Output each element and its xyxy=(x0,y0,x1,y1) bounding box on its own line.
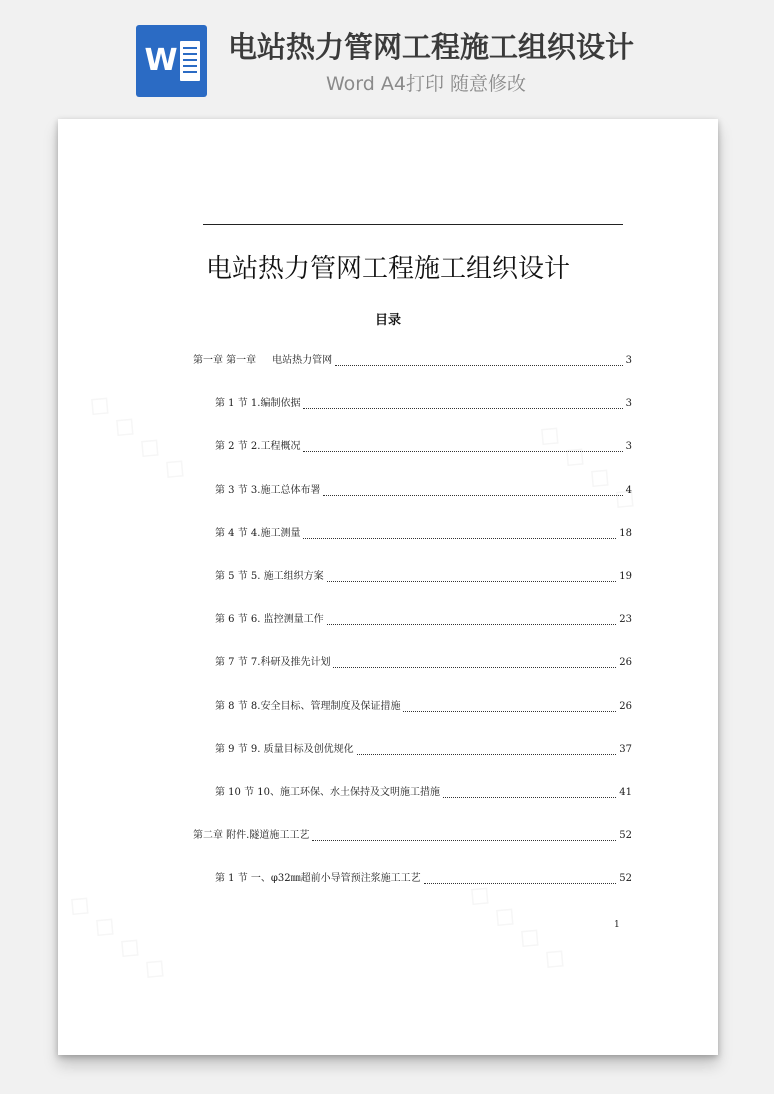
toc-dot-leader xyxy=(443,796,616,798)
toc-entry-page: 3 xyxy=(625,398,632,410)
toc-entry-page: 4 xyxy=(625,484,632,496)
toc-heading: 目录 xyxy=(374,313,401,328)
toc-entry-page: 19 xyxy=(619,571,632,582)
toc-entry[interactable] xyxy=(215,526,632,542)
toc-dot-leader xyxy=(303,537,616,539)
toc-dot-leader xyxy=(333,666,616,668)
word-document-icon xyxy=(136,25,207,97)
toc-dot-leader xyxy=(303,450,622,452)
toc-entry[interactable] xyxy=(215,483,632,499)
toc-entry-page: 52 xyxy=(619,873,632,885)
preview-subtitle: Word A4打印 随意修改 xyxy=(326,73,527,95)
toc-entry[interactable] xyxy=(215,655,632,671)
word-icon-letter: W xyxy=(144,43,178,78)
toc-dot-leader xyxy=(303,407,622,409)
toc-entry[interactable] xyxy=(215,699,632,715)
toc-entry-page: 23 xyxy=(619,614,632,626)
toc-dot-leader xyxy=(327,623,617,625)
toc-entry[interactable] xyxy=(215,612,632,628)
toc-entry-page: 18 xyxy=(619,527,632,539)
toc-entry-title: 第 1 节 1.编制依据 xyxy=(215,398,301,410)
toc-entry-title: 第 8 节 8.安全目标、管理制度及保证措施 xyxy=(215,700,401,712)
toc-entry-title: 第 9 节 9. 质量目标及创优规化 xyxy=(215,743,354,755)
toc-entry-page: 3 xyxy=(625,355,632,366)
word-icon-lines xyxy=(180,41,200,81)
toc-entry[interactable] xyxy=(215,785,632,801)
toc-entry[interactable] xyxy=(193,353,632,369)
toc-dot-leader xyxy=(424,882,617,884)
toc-dot-leader xyxy=(357,753,617,755)
toc-entry-page: 41 xyxy=(619,787,632,798)
toc-entry-title: 第 6 节 6. 监控测量工作 xyxy=(215,614,324,626)
toc-dot-leader xyxy=(323,494,622,496)
toc-entry-page: 3 xyxy=(625,441,632,453)
document-page xyxy=(58,119,718,1055)
page-number: 1 xyxy=(614,920,620,930)
toc-entry[interactable] xyxy=(215,439,632,455)
toc-dot-leader xyxy=(403,710,616,712)
toc-entry-title: 第 5 节 5. 施工组织方案 xyxy=(215,571,324,582)
toc-entry-page: 37 xyxy=(619,743,632,755)
toc-entry-title: 第 10 节 10、施工环保、水土保持及文明施工措施 xyxy=(215,787,440,798)
toc-entry[interactable] xyxy=(215,871,632,887)
toc-entry-page: 52 xyxy=(619,830,632,842)
toc-entry-title: 第 2 节 2.工程概况 xyxy=(215,441,301,453)
toc-entry-title: 第 3 节 3.施工总体布署 xyxy=(215,484,321,496)
toc-entry-page: 26 xyxy=(619,657,632,669)
toc-entry[interactable] xyxy=(215,396,632,412)
toc-dot-leader xyxy=(335,364,623,366)
toc-entry-page: 26 xyxy=(619,700,632,712)
preview-header xyxy=(0,0,774,110)
toc-entry-title: 第 7 节 7.科研及推先计划 xyxy=(215,657,331,669)
toc-entry-title: 第 4 节 4.施工测量 xyxy=(215,527,301,539)
toc-dot-leader xyxy=(327,580,617,582)
toc-entry-title: 第 1 节 一、φ32㎜超前小导管预注浆施工工艺 xyxy=(215,873,421,885)
toc-entry-title: 第二章 附件.隧道施工工艺 xyxy=(193,830,310,842)
toc-entry[interactable] xyxy=(215,569,632,585)
document-title: 电站热力管网工程施工组织设计 xyxy=(205,254,570,284)
table-of-contents xyxy=(58,119,718,1055)
preview-title: 电站热力管网工程施工组织设计 xyxy=(228,30,635,64)
toc-dot-leader xyxy=(312,839,616,841)
toc-entry-title: 第一章 第一章 电站热力管网 xyxy=(193,355,333,366)
toc-entry[interactable] xyxy=(215,742,632,758)
toc-entry[interactable] xyxy=(193,828,632,844)
